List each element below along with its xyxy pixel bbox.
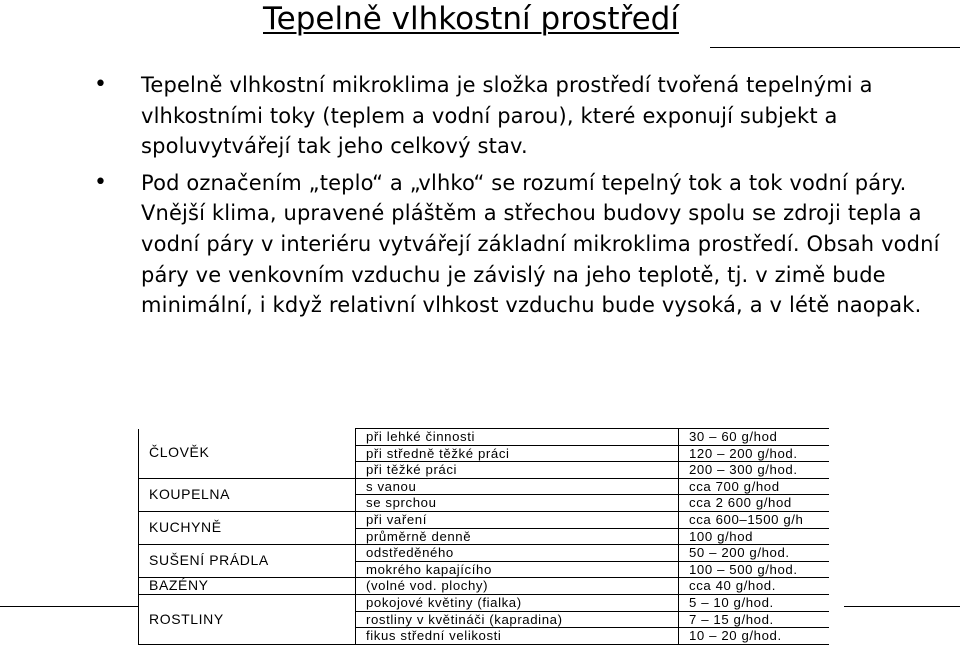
title-rule — [710, 47, 960, 48]
activity-cell: rostliny v květináči (kapradina) — [356, 611, 679, 628]
value-cell: cca 700 g/hod — [679, 478, 830, 495]
value-cell: cca 2 600 g/hod — [679, 495, 830, 512]
bullet-dot-icon: • — [94, 72, 108, 97]
table-row — [139, 511, 830, 528]
source-cell: BAZÉNY — [139, 578, 356, 595]
table-row — [139, 478, 830, 495]
activity-cell: (volné vod. plochy) — [356, 578, 679, 595]
source-cell: ROSTLINY — [139, 594, 356, 644]
table-row — [139, 429, 830, 446]
activity-cell: při těžké práci — [356, 462, 679, 479]
source-cell: KUCHYNĚ — [139, 511, 356, 544]
value-cell: 10 – 20 g/hod. — [679, 628, 830, 645]
table-row — [139, 578, 830, 595]
activity-cell: při lehké činnosti — [356, 429, 679, 446]
moisture-sources-table-container — [138, 428, 844, 650]
value-cell: 7 – 15 g/hod. — [679, 611, 830, 628]
activity-cell: fikus střední velikosti — [356, 628, 679, 645]
activity-cell: se sprchou — [356, 495, 679, 512]
source-cell: KOUPELNA — [139, 478, 356, 511]
table-row — [139, 594, 830, 611]
table-body — [139, 429, 830, 645]
value-cell: 5 – 10 g/hod. — [679, 594, 830, 611]
activity-cell: při vaření — [356, 511, 679, 528]
value-cell: 100 g/hod — [679, 528, 830, 545]
activity-cell: při středně těžké práci — [356, 445, 679, 462]
activity-cell: průměrně denně — [356, 528, 679, 545]
value-cell: 200 – 300 g/hod. — [679, 462, 830, 479]
bullet-list — [90, 70, 950, 321]
bullet-dot-icon: • — [94, 169, 108, 195]
value-cell: 30 – 60 g/hod — [679, 429, 830, 446]
activity-cell: odstředěného — [356, 545, 679, 562]
table-row — [139, 545, 830, 562]
page-title: Tepelně vlhkostní prostředí — [263, 1, 679, 37]
value-cell: cca 40 g/hod. — [679, 578, 830, 595]
source-cell: SUŠENÍ PRÁDLA — [139, 545, 356, 578]
bullet-item — [90, 70, 950, 162]
value-cell: 100 – 500 g/hod. — [679, 561, 830, 578]
activity-cell: s vanou — [356, 478, 679, 495]
activity-cell: pokojové květiny (fialka) — [356, 594, 679, 611]
value-cell: 50 – 200 g/hod. — [679, 545, 830, 562]
bullet-text: Tepelně vlhkostní mikroklima je složka prostředí tvořená tepelnými a vlhkostními toky (teplem a vodní parou), které exponují subjekt a spoluvytvářejí tak jeho celkový stav. — [141, 73, 873, 159]
value-cell: 120 – 200 g/hod. — [679, 445, 830, 462]
moisture-sources-table — [138, 428, 829, 645]
value-cell: cca 600–1500 g/h — [679, 511, 830, 528]
activity-cell: mokrého kapajícího — [356, 561, 679, 578]
source-cell: ČLOVĚK — [139, 429, 356, 479]
bullet-item — [90, 168, 950, 321]
bullet-text: Pod označením „teplo“ a „vlhko“ se rozumí tepelný tok a tok vodní páry. Vnější klima, upravené pláštěm a střechou budovy spolu se zdroji tepla a vodní páry v interiéru vytvářejí základní mikroklima prostředí. Obsah vodní páry ve venkovním vzduchu je závislý na jeho teplotě, tj. v zimě bude minimální, i když relativní vlhkost vzduchu bude vysoká, a v létě naopak. — [141, 170, 940, 318]
